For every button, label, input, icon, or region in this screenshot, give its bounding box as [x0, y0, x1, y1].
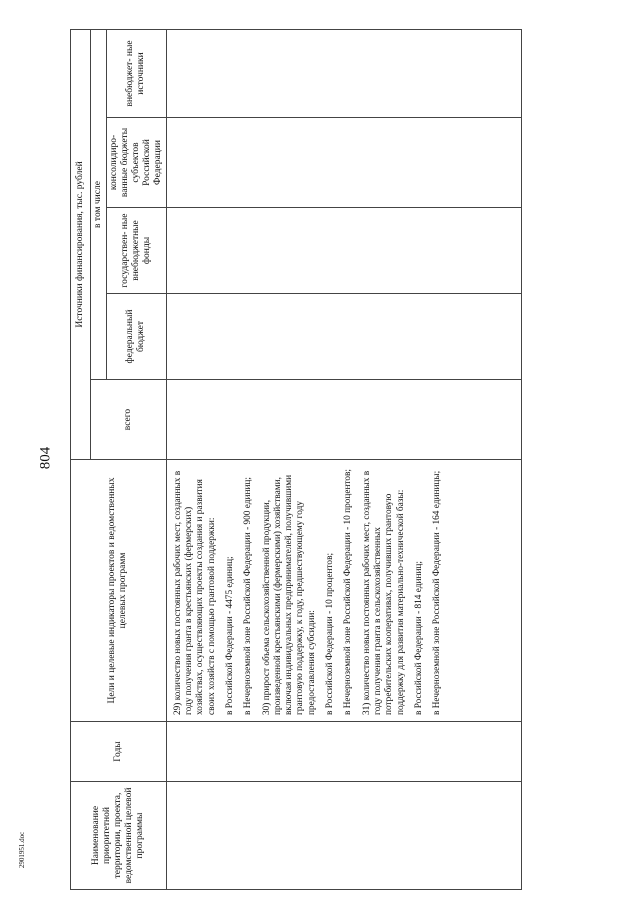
- financing-table: [70, 29, 522, 890]
- header-years: Годы: [71, 722, 167, 782]
- cell-years: [166, 722, 521, 782]
- header-funding: Источники финансирования, тыс. рублей: [71, 29, 91, 459]
- goal-line: 31) количество новых постоянных рабочих мест, созданных в году получения гранта в сельскохозяйственных потребительских кооперативах, получивших грантовую поддержку для развития материально-технической базы:: [361, 470, 406, 715]
- header-including: в том числе: [91, 29, 107, 379]
- header-regional: консолидиро- ванные бюджеты субъектов Российской Федерации: [106, 118, 166, 208]
- goal-line: 30) прирост объема сельскохозяйственной продукции, произведенной крестьянскими (фермерскими) хозяйствами, включая индивидуальных предпринимателей, получившими грантовую поддержку, к году, предшествующему году предоставления субсидии:: [261, 474, 317, 715]
- cell-offbudget: [166, 29, 521, 117]
- cell-total: [166, 380, 521, 460]
- cell-regional: [166, 118, 521, 208]
- header-goals: Цели и целевые индикаторы проектов и ведомственных целевых программ: [71, 460, 167, 722]
- header-name: Наименование приоритетной территории, проекта, ведомственной целевой программы: [71, 782, 167, 890]
- rotated-table-area: [70, 30, 530, 890]
- cell-name: [166, 782, 521, 890]
- header-offbudget: внебюджет- ные источники: [106, 29, 166, 117]
- page-number: 804: [37, 446, 54, 470]
- header-state-funds: государствен- ные внебюджетные фонды: [106, 208, 166, 294]
- footer-doc-ref: 2901951.doc: [18, 831, 26, 869]
- goal-line: в Российской Федерации - 4475 единиц;: [224, 556, 235, 715]
- header-total: всего: [91, 380, 167, 460]
- header-federal: федеральный бюджет: [106, 294, 166, 380]
- goal-line: в Российской Федерации - 10 процентов;: [325, 552, 336, 715]
- goal-line: в Нечерноземной зоне Российской Федерации - 164 единицы;: [432, 470, 443, 715]
- goal-line: 29) количество новых постоянных рабочих мест, созданных в году получения гранта в крестьянских (фермерских) хозяйствах, осуществляющих проекты создания и развития своих хозяйств с помощью грантовой поддержки:: [172, 470, 217, 715]
- cell-goals: [166, 460, 521, 722]
- goal-line: в Нечерноземной зоне Российской Федерации - 10 процентов;: [343, 468, 354, 715]
- goal-line: в Нечерноземной зоне Российской Федерации - 900 единиц;: [243, 477, 254, 715]
- table-canvas: [70, 30, 530, 890]
- cell-federal: [166, 294, 521, 380]
- cell-state-funds: [166, 208, 521, 294]
- goal-line: в Российской Федерации - 814 единиц;: [414, 561, 425, 715]
